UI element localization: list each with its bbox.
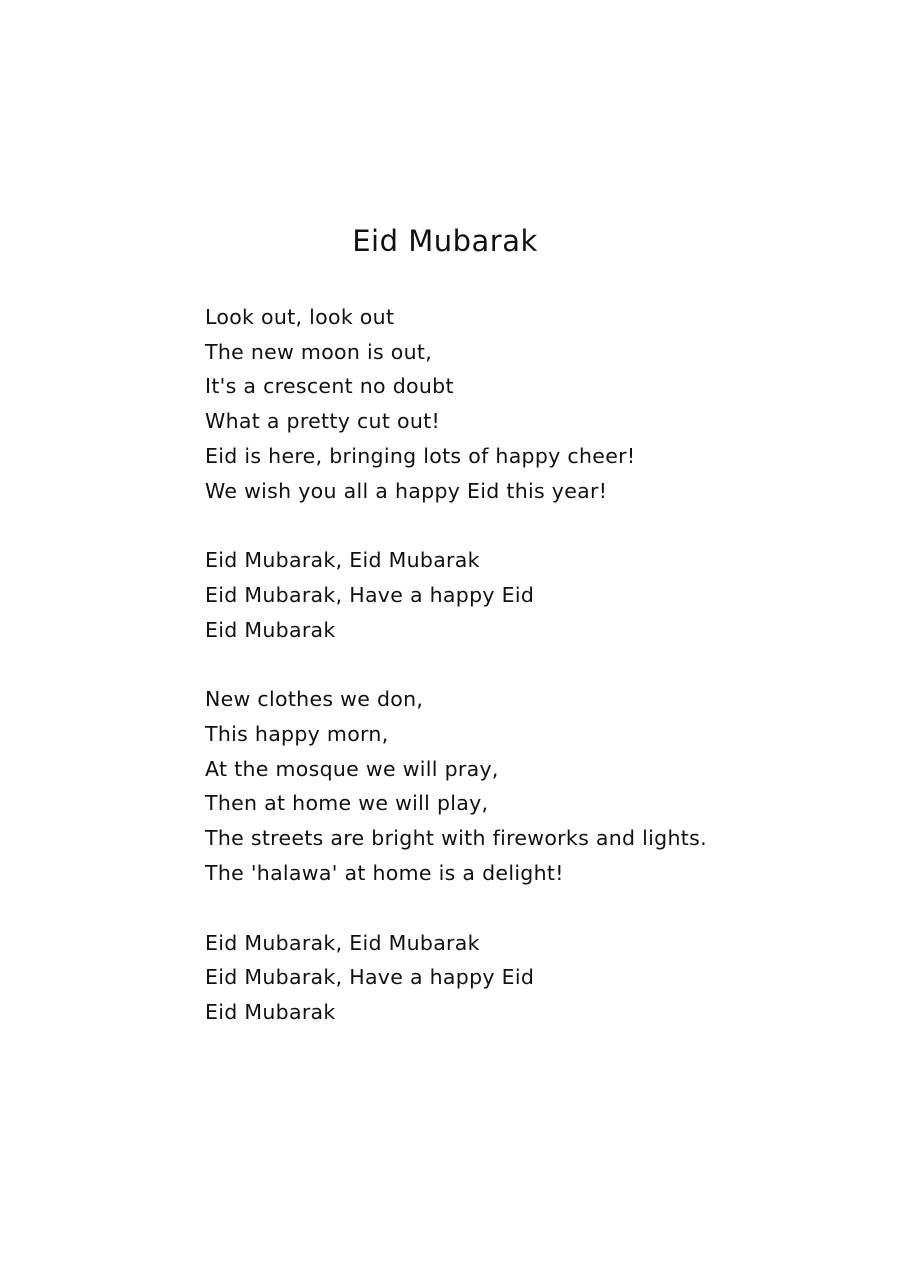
poem-line: The streets are bright with fireworks and lights. [205,826,707,851]
poem-line: The new moon is out, [205,339,433,364]
poem-line: This happy morn, [205,722,389,747]
poem-line: We wish you all a happy Eid this year! [205,478,608,503]
poem-line: Eid Mubarak, Have a happy Eid [205,582,535,607]
poem-line: What a pretty cut out! [205,409,440,434]
poem-title: Eid Mubarak [352,224,538,258]
poem-line: It's a crescent no doubt [205,374,454,399]
poem-line: The 'halawa' at home is a delight! [205,860,564,885]
poem-line: Eid Mubarak [205,617,336,642]
poem-line: New clothes we don, [205,687,424,712]
poem-line: Eid Mubarak, Eid Mubarak [205,548,480,573]
poem-line: Then at home we will play, [205,791,489,816]
poem-line: Eid Mubarak [205,999,336,1024]
poem-line: Eid is here, bringing lots of happy cheer! [205,443,636,468]
poem-line: Eid Mubarak, Have a happy Eid [205,965,535,990]
stanza-chorus-2 [205,926,707,1030]
poem-line: At the mosque we will pray, [205,756,499,781]
stanza-verse-2 [205,682,707,890]
poem-line: Look out, look out [205,305,395,329]
stanza-verse-1 [205,300,707,508]
poem-body [205,300,707,1065]
stanza-chorus-1 [205,543,707,647]
poem-line: Eid Mubarak, Eid Mubarak [205,930,480,955]
